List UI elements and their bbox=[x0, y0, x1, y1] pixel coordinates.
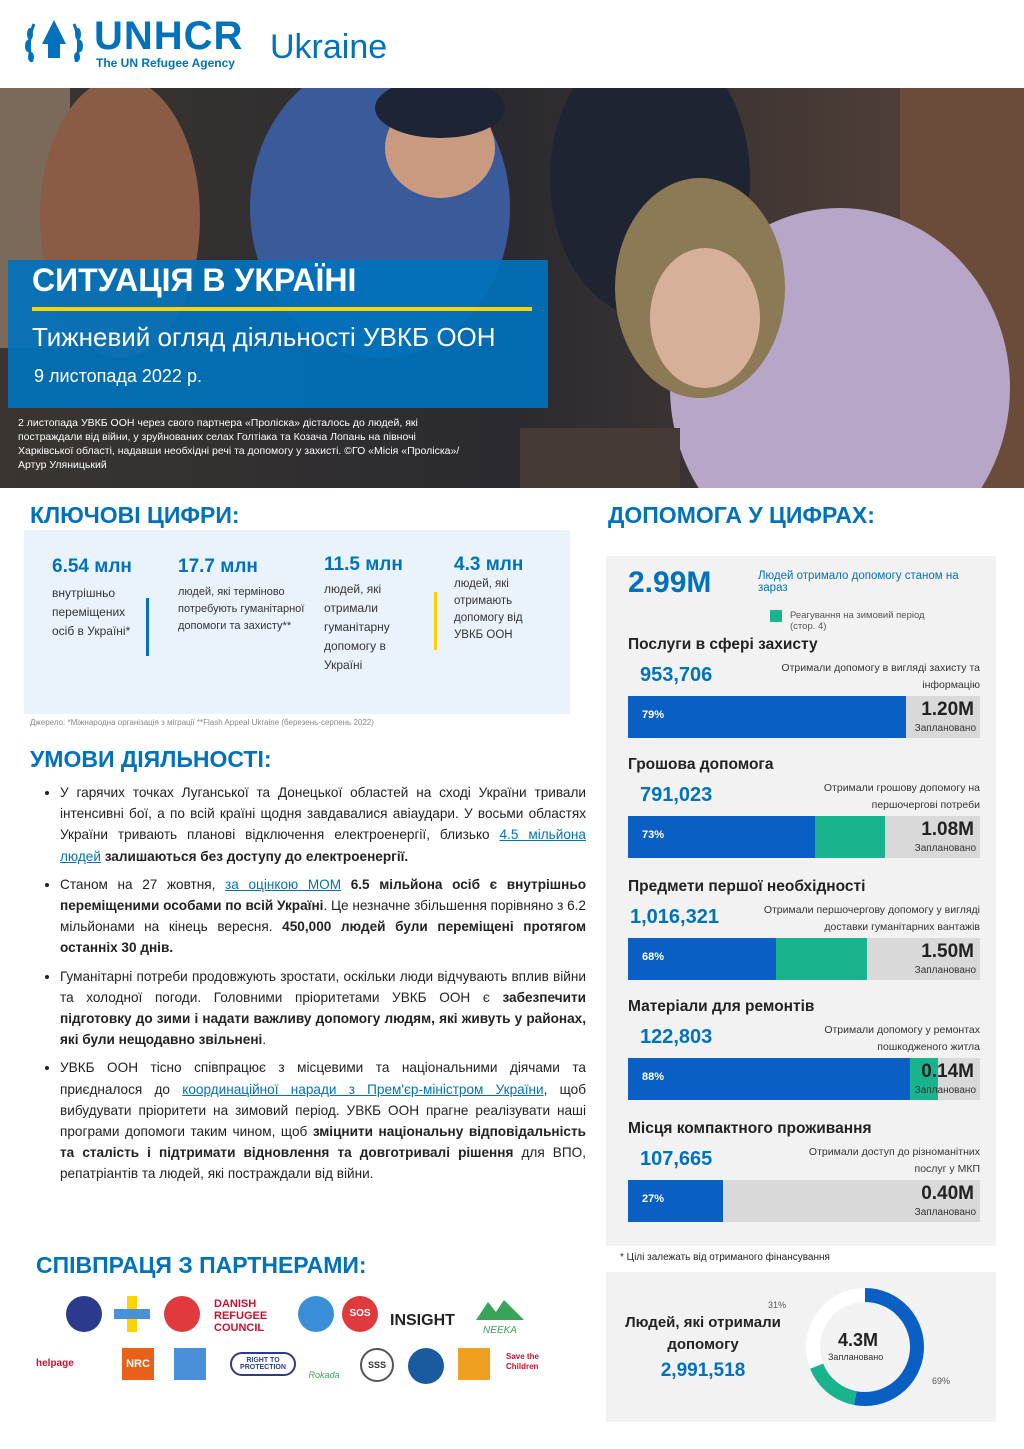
key-figure-label: внутрішньо переміщених осіб в Україні* bbox=[52, 586, 131, 638]
report-date: 9 листопада 2022 р. bbox=[34, 366, 202, 386]
section-desc: Отримали допомогу у ремонтах пошкодженого житла bbox=[824, 1024, 980, 1053]
planned-value: 0.40M bbox=[921, 1183, 974, 1204]
list-item: • УВКБ ООН тісно співпрацює з місцевими та національними діячами та приєдналося до координаційної наради з Прем'єр-міністром України, щоб вибудувати пріоритети на зимовий період. УВКБ ООН прагне реалізувати наші програми допомоги таким чином, щоб зміцнити національну відповідальність та сталість і підтримати відновлення та довготривалі рішення для ВПО, репатріантів та людей, які постраждали від війни. bbox=[60, 1057, 586, 1184]
planned-label: Заплановано bbox=[914, 965, 976, 976]
partner-logo-icon bbox=[164, 1296, 200, 1332]
r2p-logo: RIGHT TO PROTECTION bbox=[230, 1352, 296, 1376]
section-repairs bbox=[628, 998, 814, 1016]
key-figure-value: 17.7 млн bbox=[178, 556, 258, 577]
iom-estimate-link[interactable]: за оцінкою МОМ bbox=[225, 876, 342, 892]
key-figures-heading: КЛЮЧОВІ ЦИФРИ: bbox=[30, 502, 240, 528]
drc-logo: DANISH REFUGEE COUNCIL bbox=[214, 1298, 268, 1334]
planned-label: Заплановано bbox=[914, 1207, 976, 1218]
section-title: Матеріали для ремонтів bbox=[628, 998, 815, 1015]
list-item: • Станом на 27 жовтня, за оцінкою МОМ 6.5 мільйона осіб є внутрішньо переміщеними особами по всій Україні. Це незначне збільшення порівняно з 6.2 мільйонами на кінець вересня. 450,000 людей були переміщені протягом останніх 30 днів. bbox=[60, 874, 586, 959]
conditions-heading: УМОВИ ДІЯЛЬНОСТІ: bbox=[30, 746, 272, 772]
donut-arc-green bbox=[817, 1366, 856, 1398]
donut-label: Людей, які отримали допомогу bbox=[625, 1314, 781, 1353]
key-figure-label: людей, які терміново потребують гуманітарної допомоги та захисту** bbox=[178, 586, 305, 632]
source-note: Джерело: *Міжнародна організація з міграції **Flash Appeal Ukraine (березень-серпень 2022) bbox=[30, 718, 374, 727]
section-desc: Отримали допомогу в вигляді захисту та інформацію bbox=[781, 662, 980, 691]
page-subtitle: Тижневий огляд діяльності УВКБ ООН bbox=[32, 322, 496, 352]
section-cash bbox=[628, 756, 774, 774]
section-value: 122,803 bbox=[640, 1026, 713, 1048]
key-figure-value: 4.3 млн bbox=[454, 554, 524, 575]
neeka-logo-icon: NEEKA bbox=[476, 1298, 524, 1332]
progress-fill-green bbox=[776, 938, 868, 980]
donut-value: 2,991,518 bbox=[660, 1360, 746, 1381]
nrc-logo: NRC bbox=[122, 1348, 154, 1380]
progress-bar bbox=[628, 938, 980, 980]
planned-label: Заплановано bbox=[914, 1085, 976, 1096]
helpage-logo: helpage bbox=[36, 1358, 74, 1369]
partner-logo-icon bbox=[66, 1296, 102, 1332]
partner-logo-icon bbox=[458, 1348, 490, 1380]
progress-bar bbox=[628, 1180, 980, 1222]
planned-value: 0.14M bbox=[921, 1061, 974, 1082]
section-value: 953,706 bbox=[640, 664, 713, 686]
country-name: Ukraine bbox=[270, 28, 388, 66]
section-title: Грошова допомога bbox=[628, 756, 774, 773]
key-figure-value: 6.54 млн bbox=[52, 556, 132, 577]
progress-fill-green bbox=[815, 816, 885, 858]
section-desc: Отримали першочергову допомогу у вигляді доставки гуманітарних вантажів bbox=[763, 904, 980, 933]
donut-pct-bottom: 69% bbox=[932, 1376, 951, 1386]
planned-value: 1.50M bbox=[921, 941, 974, 962]
planned-value: 1.08M bbox=[921, 819, 974, 840]
section-title: Предмети першої необхідності bbox=[628, 878, 866, 895]
section-nfi bbox=[628, 878, 865, 896]
progress-percent: 68% bbox=[642, 951, 665, 963]
total-assisted: 2.99M bbox=[628, 566, 712, 599]
progress-fill-blue bbox=[628, 696, 906, 738]
sss-logo: SSS bbox=[360, 1348, 394, 1382]
section-value: 1,016,321 bbox=[630, 906, 719, 928]
progress-bar bbox=[628, 696, 980, 738]
planned-label: Заплановано bbox=[914, 723, 976, 734]
key-figure-label: людей, які отримали гуманітарну допомогу в Україні bbox=[324, 582, 390, 672]
save-the-children-logo: Save the Children bbox=[506, 1352, 539, 1371]
progress-percent: 73% bbox=[642, 829, 665, 841]
key-figure-label: людей, які отримають допомогу від УВКБ ООН bbox=[454, 578, 523, 641]
title-divider bbox=[32, 307, 532, 311]
unhcr-logo-text: UNHCR bbox=[94, 14, 244, 58]
key-figure-divider bbox=[434, 592, 437, 650]
page-title: СИТУАЦІЯ В УКРАЇНІ bbox=[32, 262, 357, 298]
planned-value: 1.20M bbox=[921, 699, 974, 720]
partner-logo-icon bbox=[174, 1348, 206, 1380]
progress-percent: 27% bbox=[642, 1193, 665, 1205]
progress-bar bbox=[628, 816, 980, 858]
coordination-meeting-link[interactable]: координаційної наради з Прем'єр-міністром України bbox=[182, 1081, 544, 1097]
section-value: 791,023 bbox=[640, 784, 713, 806]
donut-center-label: Заплановано bbox=[828, 1352, 884, 1362]
donut-center-value: 4.3M bbox=[838, 1330, 879, 1350]
photo-caption: 2 листопада УВКБ ООН через свого партнера «Проліска» дісталось до людей, які постраждали від війни, у зруйнованих селах Голтіака та Козача Лопань на півночі Харківської області, надавши необхідні речі та допомогу у захисті. ©ГО «Місія «Проліска»/Артур Уляницький bbox=[18, 417, 460, 471]
total-assisted-desc: Людей отримало допомогу станом на зараз bbox=[758, 570, 959, 594]
partner-cross-logo-icon bbox=[114, 1296, 150, 1332]
rokada-logo: Rokada bbox=[308, 1370, 340, 1380]
sos-logo: SOS bbox=[342, 1296, 378, 1332]
winter-legend-swatch bbox=[770, 610, 782, 622]
progress-bar bbox=[628, 1058, 980, 1100]
section-title: Місця компактного проживання bbox=[628, 1120, 872, 1137]
winter-legend-label: Реагування на зимовий період (стор. 4) bbox=[790, 610, 925, 632]
progress-fill-blue bbox=[628, 1058, 910, 1100]
list-item: • Гуманітарні потреби продовжують зростати, оскільки люди відчувають вплив війни та холодної погоди. Головними пріоритетами УВКБ ООН є забезпечити підготовку до зими і надати важливу допомогу людям, які живуть у районах, які були нещодавно звільнені. bbox=[60, 966, 586, 1051]
key-figure-divider bbox=[146, 598, 149, 656]
unhcr-emblem-icon bbox=[22, 14, 86, 70]
power-outage-link[interactable]: 4.5 мільйона людей bbox=[60, 827, 586, 864]
unhcr-logo-subtitle: The UN Refugee Agency bbox=[96, 56, 235, 70]
key-figure-value: 11.5 млн bbox=[324, 554, 403, 575]
section-value: 107,665 bbox=[640, 1148, 713, 1170]
insight-logo: INSIGHT bbox=[390, 1312, 455, 1329]
assistance-heading: ДОПОМОГА У ЦИФРАХ: bbox=[608, 502, 875, 528]
conditions-text bbox=[28, 782, 586, 1192]
section-collective-sites bbox=[628, 1120, 872, 1138]
section-title: Послуги в сфері захисту bbox=[628, 636, 818, 653]
section-desc: Отримали доступ до різноманітних послуг у МКП bbox=[808, 1146, 980, 1175]
list-item: • У гарячих точках Луганської та Донецької областей на сході України тривали інтенсивні бої, а по всій країні щодня завдавалися авіаудари. У восьми областях України тривають планові відключення електроенергії, близько 4.5 мільйона людей залишаються без доступу до електроенергії. bbox=[60, 782, 586, 867]
progress-percent: 79% bbox=[642, 709, 665, 721]
section-protection bbox=[628, 636, 818, 654]
section-desc: Отримали грошову допомогу на першочергові потреби bbox=[823, 782, 980, 811]
progress-percent: 88% bbox=[642, 1071, 665, 1083]
partner-logo-icon bbox=[408, 1348, 444, 1384]
donut-pct-top: 31% bbox=[768, 1300, 787, 1310]
partner-logo-icon bbox=[298, 1296, 334, 1332]
partners-heading: СПІВПРАЦЯ З ПАРТНЕРАМИ: bbox=[36, 1252, 367, 1278]
planned-label: Заплановано bbox=[914, 843, 976, 854]
targets-footnote: * Цілі залежать від отриманого фінансування bbox=[620, 1252, 830, 1263]
